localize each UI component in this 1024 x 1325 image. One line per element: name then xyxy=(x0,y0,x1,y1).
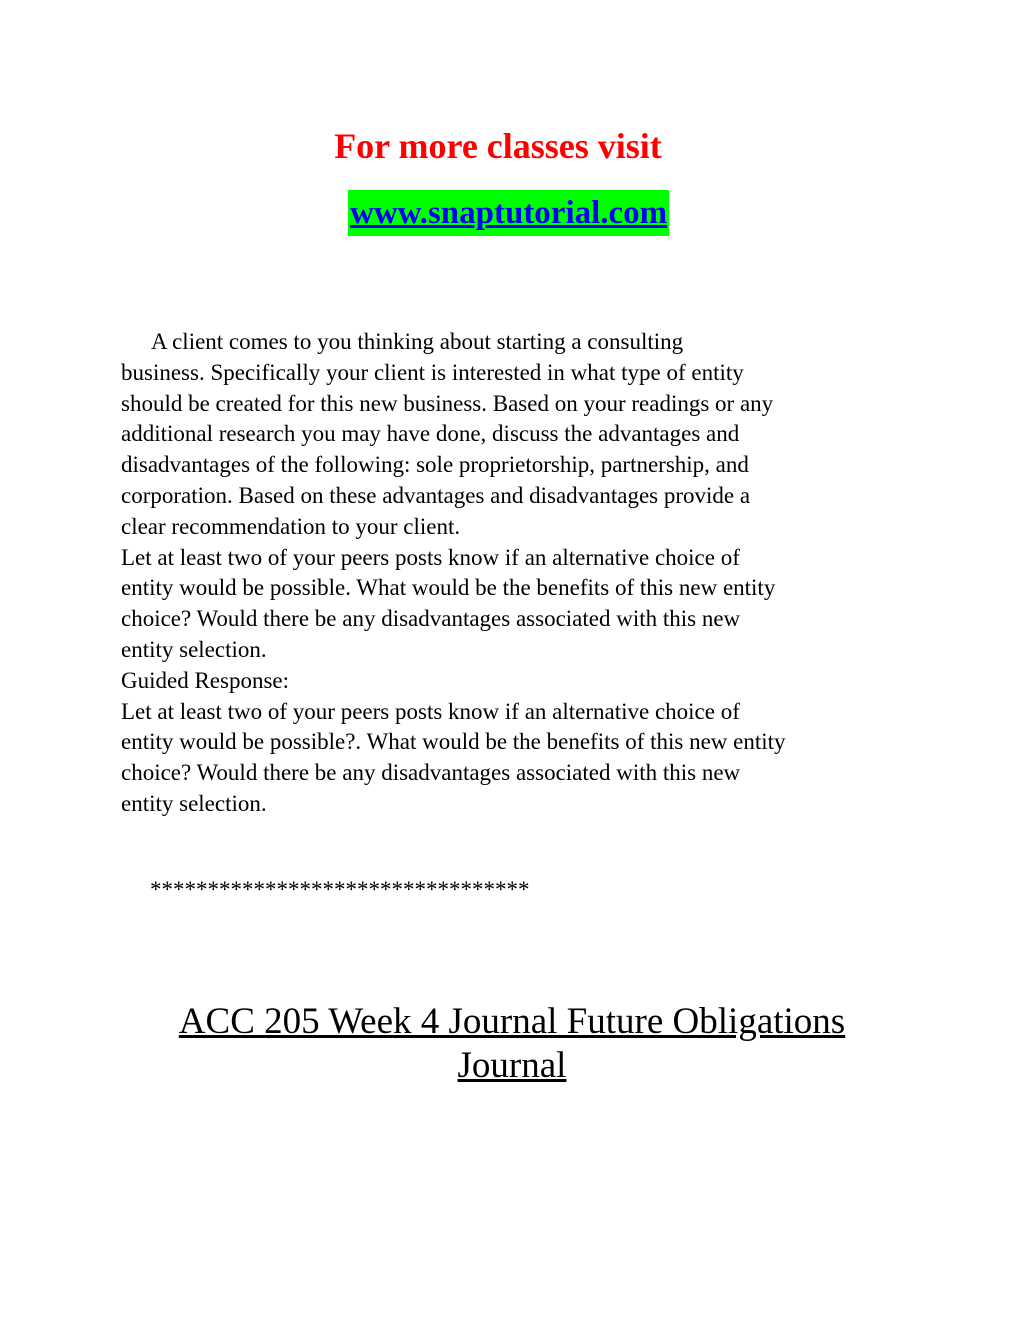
assignment-body xyxy=(121,327,911,820)
body-line: corporation. Based on these advantages and disadvantages provide a xyxy=(121,482,751,508)
promo-link[interactable]: www.snaptutorial.com xyxy=(350,195,668,231)
course-title-line-2: Journal xyxy=(457,1045,567,1086)
body-line: entity selection. xyxy=(121,636,267,662)
guided-response-label: Guided Response: xyxy=(121,667,290,693)
body-line: choice? Would there be any disadvantages associated with this new xyxy=(121,760,741,786)
body-line: entity would be possible. What would be the benefits of this new entity xyxy=(121,575,776,601)
body-line: disadvantages of the following: sole proprietorship, partnership, and xyxy=(121,452,749,478)
promo-heading: For more classes visit xyxy=(334,126,662,166)
promo-link-highlight xyxy=(348,190,669,236)
body-line: entity would be possible?. What would be the benefits of this new entity xyxy=(121,729,786,755)
body-line: choice? Would there be any disadvantages associated with this new xyxy=(121,606,741,632)
course-title-line-1: ACC 205 Week 4 Journal Future Obligations xyxy=(178,1001,846,1042)
body-line: clear recommendation to your client. xyxy=(121,513,461,539)
body-line: A client comes to you thinking about starting a consulting xyxy=(151,329,684,354)
course-title xyxy=(0,1000,1024,1088)
body-line: business. Specifically your client is interested in what type of entity xyxy=(121,359,744,385)
body-line: entity selection. xyxy=(121,790,267,816)
body-line: Let at least two of your peers posts know if an alternative choice of xyxy=(121,698,740,724)
asterisk-separator: ********************************* xyxy=(150,877,530,902)
body-line: Let at least two of your peers posts know if an alternative choice of xyxy=(121,544,740,570)
body-line: additional research you may have done, discuss the advantages and xyxy=(121,421,740,447)
body-line: should be created for this new business. Based on your readings or any xyxy=(121,390,774,416)
